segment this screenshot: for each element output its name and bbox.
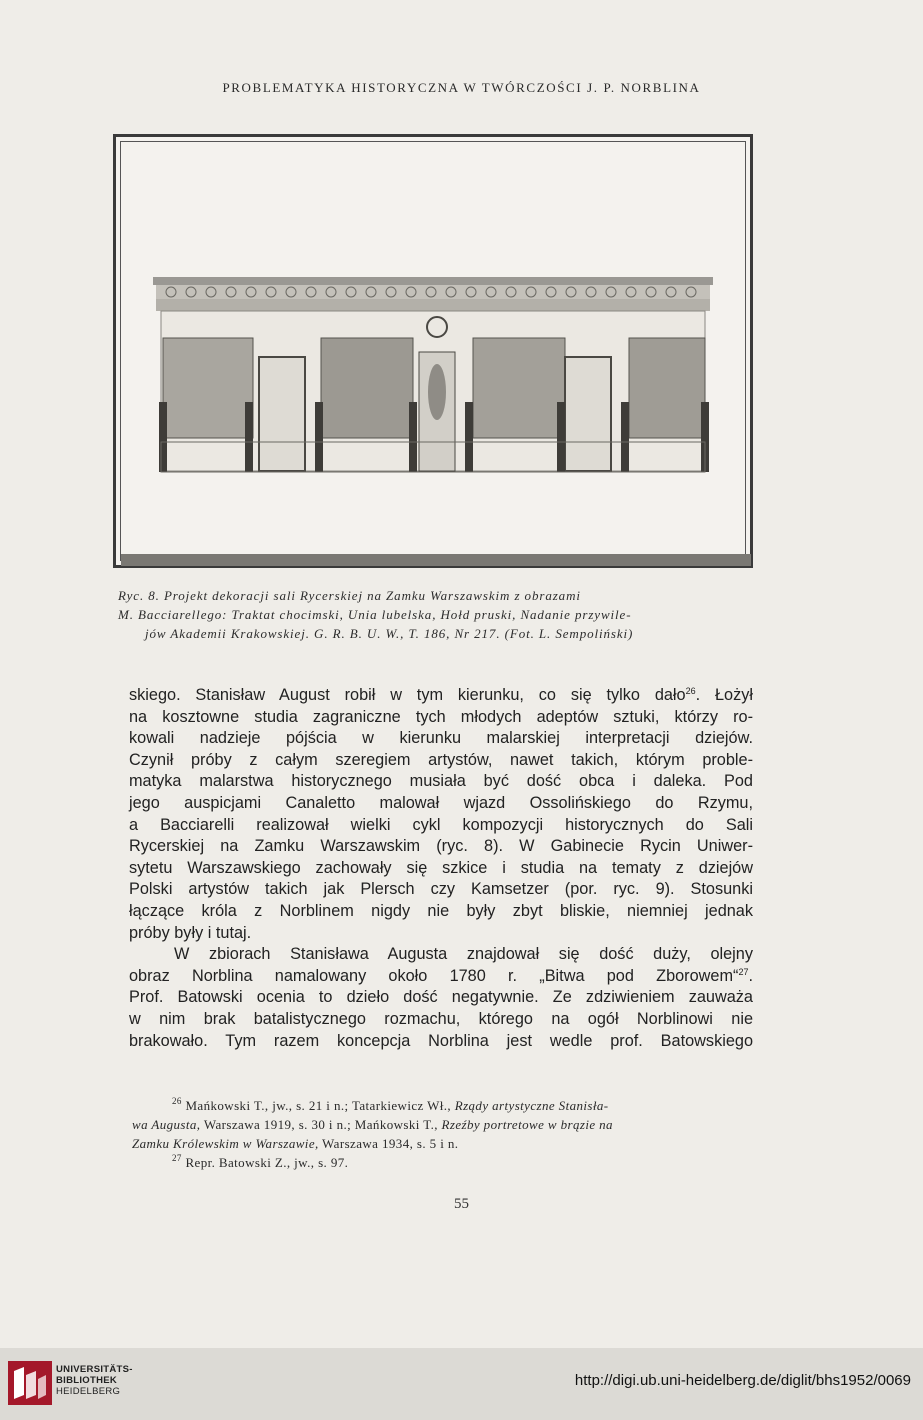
door-right — [565, 357, 611, 471]
caption-line: jów Akademii Krakowskiej. G. R. B. U. W., T. 186, Nr 217. (Fot. L. Sempoliński) — [145, 626, 634, 641]
body-text — [129, 685, 753, 1052]
footnotes — [132, 1096, 752, 1172]
library-name: UNIVERSITÄTS- BIBLIOTHEK HEIDELBERG — [56, 1364, 133, 1397]
statue — [428, 364, 446, 420]
figure-inner-border — [120, 141, 746, 561]
text-line: Czynił próby z całym szeregiem artystów, nawet takich, którym proble- — [129, 750, 753, 769]
text-line: na kosztowne studia zagraniczne tych młodych adeptów sztuki, którzy ro- — [129, 707, 753, 726]
footnote-26-cont: Zamku Królewskim w Warszawie, Warszawa 1934, s. 5 i n. — [132, 1136, 459, 1151]
footnote-27: $^{27}$ Repr. Batowski Z., jw., s. 97. — [172, 1153, 349, 1170]
hall-decoration-drawing — [121, 142, 751, 566]
caption-line: Ryc. 8. Projekt dekoracji sali Rycerskiej na Zamku Warszawskim z obrazami — [118, 588, 581, 603]
text-line: Rycerskiej na Zamku Warszawskim (ryc. 8). W Gabinecie Rycin Uniwer- — [129, 837, 753, 856]
footnote-26-cont: wa Augusta, Warszawa 1919, s. 30 i n.; Mańkowski T., Rzeźby portretowe w brązie na — [132, 1117, 613, 1132]
figure-illustration — [113, 134, 753, 568]
text-line: sytetu Warszawskiego zachowały się szkice i studia na tematy z dziejów — [129, 858, 753, 877]
text-line: w nim brak batalistycznego rozmachu, którego na ogół Norblinowi nie — [129, 1009, 753, 1028]
pedestal — [315, 402, 323, 472]
library-footer — [0, 1348, 923, 1420]
text-line: a Bacciarelli realizował wielki cykl kompozycji historycznych do Sali — [129, 815, 753, 834]
source-url-link[interactable]: http://digi.ub.uni-heidelberg.de/diglit/bhs1952/0069 — [574, 1372, 911, 1389]
text-line: łączące króla z Norblinem nigdy nie były zbyt bliskie, niemniej jednak — [129, 901, 753, 920]
text-line: próby były i tutaj. — [129, 923, 252, 942]
text-line: matyka malarstwa historycznego musiała być dość obca i daleka. Pod — [129, 772, 753, 791]
cornice-lower — [156, 299, 710, 311]
pedestal — [557, 402, 565, 472]
frame-base — [121, 554, 751, 566]
cornice-top — [153, 277, 713, 285]
pedestal — [159, 402, 167, 472]
pedestal — [245, 402, 253, 472]
text-line: skiego. Stanisław August robił w tym kierunku, co się tylko dało$^{26}$. Łożył — [129, 686, 754, 704]
caption-line: M. Bacciarellego: Traktat chocimski, Unia lubelska, Hołd pruski, Nadanie przywile- — [118, 607, 632, 622]
pedestal — [409, 402, 417, 472]
text-line: obraz Norblina namalowany około 1780 r. „Bitwa pod Zborowem“$^{27}$. — [129, 966, 753, 985]
page-number: 55 — [454, 1196, 469, 1212]
footnote-26: $^{26}$ Mańkowski T., jw., s. 21 i n.; Tatarkiewicz Wł., Rządy artystyczne Stanisła- — [172, 1096, 609, 1113]
painting-traktat-chocimski — [163, 338, 253, 438]
footnote-ref[interactable]: 26 — [685, 686, 696, 696]
pedestal — [465, 402, 473, 472]
text-line: jego auspicjami Canaletto malował wjazd Ossolińskiego do Rzymu, — [129, 793, 753, 812]
painting-hold-pruski — [473, 338, 565, 438]
text-line: brakowało. Tym razem koncepcja Norblina jest wedle prof. Batowskiego — [129, 1031, 753, 1050]
university-library-logo-icon[interactable] — [8, 1361, 52, 1405]
figure-caption — [118, 586, 758, 643]
painting-nadanie-przywilejow — [629, 338, 705, 438]
running-title: PROBLEMATYKA HISTORYCZNA W TWÓRCZOŚCI J. P. NORBLINA — [222, 80, 701, 95]
pedestal — [621, 402, 629, 472]
text-line: W zbiorach Stanisława Augusta znajdował się dość duży, olejny — [174, 945, 753, 964]
text-line: Prof. Batowski ocenia to dzieło dość negatywnie. Ze zdziwieniem zauważa — [129, 988, 753, 1007]
door-left — [259, 357, 305, 471]
text-line: Polski artystów takich jak Plersch czy Kamsetzer (por. ryc. 9). Stosunki — [129, 880, 753, 899]
footnote-ref[interactable]: 27 — [738, 966, 749, 977]
text-line: kowali nadzieje pójścia w kierunku malarskiej interpretacji dziejów. — [129, 729, 753, 748]
painting-unia-lubelska — [321, 338, 413, 438]
